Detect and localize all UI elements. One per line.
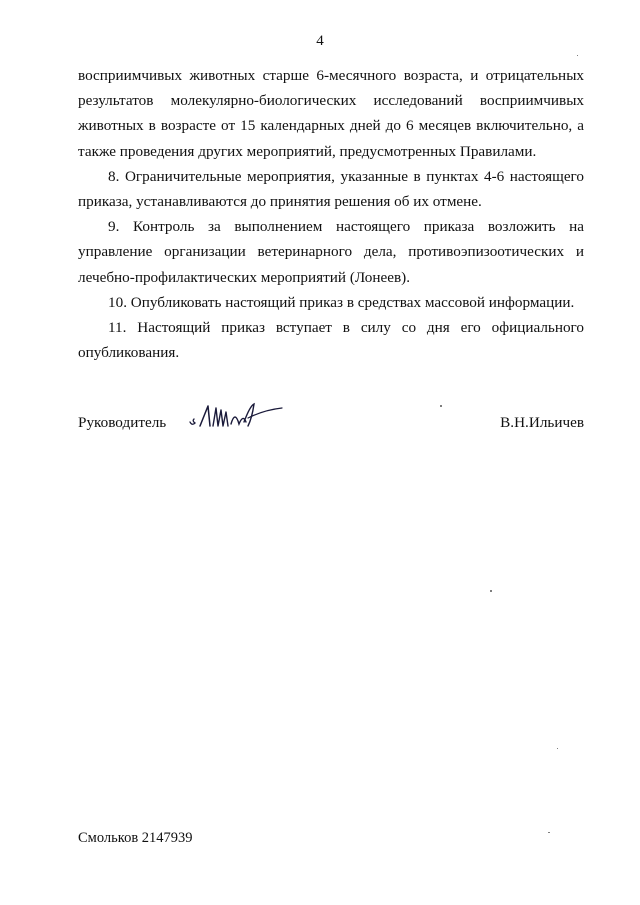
paragraph-item-9: 9. Контроль за выполнением настоящего приказа возложить на управление организации ветеринарного дела, противоэпизоотических и лечебно-профилактических мероприятий (Лонеев). — [78, 218, 584, 286]
scan-speck — [577, 55, 578, 56]
paragraph-item-10: 10. Опубликовать настоящий приказ в средствах массовой информации. — [108, 293, 575, 311]
paragraph-continuation: восприимчивых животных старше 6-месячного возраста, и отрицательных результатов молекулярно-биологических исследований восприимчивых животных в возрасте от 15 календарных дней до 6 месяцев включительно, а также проведения других мероприятий, предусмотренных Правилами. — [78, 67, 584, 160]
scan-speck — [440, 405, 442, 407]
executor-note: Смольков 2147939 — [78, 830, 193, 846]
signatory-name: В.Н.Ильичев — [500, 414, 584, 431]
signature-block — [78, 414, 584, 440]
signatory-title: Руководитель — [78, 414, 167, 431]
paragraph-item-11: 11. Настоящий приказ вступает в силу со дня его официального опубликования. — [78, 319, 584, 362]
scan-speck — [548, 832, 550, 833]
document-body — [78, 63, 584, 365]
page-number: 4 — [316, 33, 324, 49]
scan-speck — [490, 590, 492, 592]
scan-speck — [557, 748, 558, 749]
handwritten-signature — [186, 396, 286, 436]
paragraph-item-8: 8. Ограничительные мероприятия, указанные в пунктах 4-6 настоящего приказа, устанавливаются до принятия решения об их отмене. — [78, 167, 584, 211]
